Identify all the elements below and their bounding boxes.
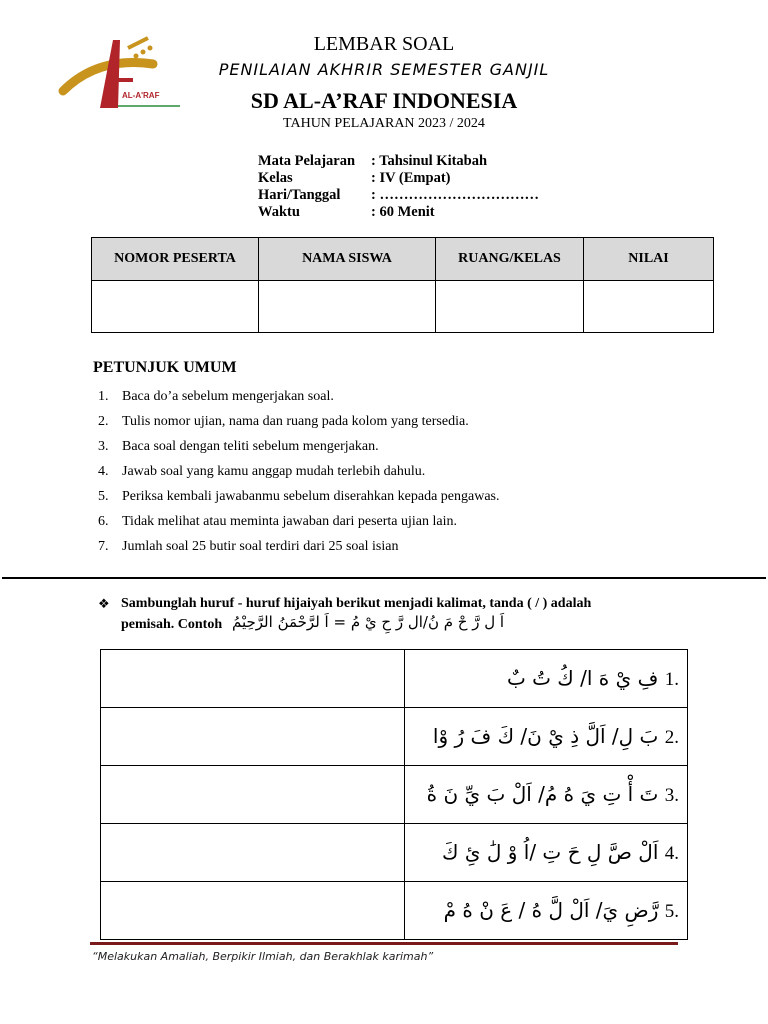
- info-label: Waktu: [258, 204, 300, 220]
- table-row: [101, 708, 688, 766]
- info-time: [258, 204, 435, 221]
- diamond-bullet-icon: ❖: [98, 597, 110, 612]
- answer-cell[interactable]: [101, 708, 405, 766]
- page-title: LEMBAR SOAL: [313, 33, 455, 55]
- list-text: Jawab soal yang kamu anggap mudah terlebih dahulu.: [122, 464, 426, 479]
- section-divider: [2, 577, 766, 579]
- list-number: 3.: [98, 439, 109, 454]
- header-room-class: RUANG/KELAS: [436, 238, 584, 281]
- info-label: Kelas: [258, 170, 293, 186]
- question-cell: [405, 882, 688, 940]
- general-instructions-heading: PETUNJUK UMUM: [93, 359, 237, 376]
- info-value: : 60 Menit: [371, 204, 435, 220]
- question-number: 5.: [664, 901, 679, 922]
- info-label: Mata Pelajaran: [258, 153, 356, 169]
- question-arabic: رَّضِ يَ/ اَلْ لَّ هُ / عَ نْ هُ مْ: [443, 898, 659, 922]
- question-arabic: اَلْ صَّ لِ حَ تِ /اُ وْ لَٰ ئِ كَ: [442, 840, 659, 864]
- question-number: 1.: [664, 669, 679, 690]
- question-table: [100, 649, 688, 940]
- question-cell: [405, 708, 688, 766]
- info-subject: [258, 153, 487, 170]
- logo-text: AL-A'RAF: [122, 91, 160, 100]
- list-number: 2.: [98, 414, 109, 429]
- header-score: NILAI: [584, 238, 714, 281]
- list-item: [98, 484, 698, 509]
- question-number: 4.: [664, 843, 679, 864]
- room-class-cell[interactable]: [436, 281, 584, 333]
- table-row: [101, 882, 688, 940]
- footer-bar: [90, 942, 678, 945]
- list-text: Tulis nomor ujian, nama dan ruang pada kolom yang tersedia.: [122, 414, 469, 429]
- list-item: [98, 409, 698, 434]
- table-row: [101, 650, 688, 708]
- question-arabic: تَ أْ تِ يَ هُ مُ/ اَلْ بَ يِّ نَ ةُ: [426, 782, 659, 806]
- list-item: [98, 509, 698, 534]
- answer-cell[interactable]: [101, 824, 405, 882]
- question-number: 3.: [664, 785, 679, 806]
- table-row: [101, 824, 688, 882]
- list-number: 4.: [98, 464, 109, 479]
- table-row: [101, 766, 688, 824]
- info-value: : IV (Empat): [371, 170, 451, 186]
- list-text: Jumlah soal 25 butir soal terdiri dari 25 soal isian: [122, 539, 399, 554]
- question-number: 2.: [664, 727, 679, 748]
- score-cell[interactable]: [584, 281, 714, 333]
- list-text: Periksa kembali jawabanmu sebelum diserahkan kepada pengawas.: [122, 489, 500, 504]
- info-date: [258, 187, 539, 204]
- list-item: [98, 384, 698, 409]
- exam-subtitle: PENILAIAN AKHRIR SEMESTER GANJIL: [218, 60, 550, 79]
- info-value: : ……………………………: [371, 187, 539, 203]
- participant-number-cell[interactable]: [92, 281, 259, 333]
- list-item: [98, 434, 698, 459]
- school-logo: [58, 36, 188, 116]
- list-item: [98, 459, 698, 484]
- section-instruction-line1: Sambunglah huruf - huruf hijaiyah berikut menjadi kalimat, tanda ( / ) adalah: [121, 596, 592, 611]
- participant-table-row: [92, 281, 714, 333]
- list-text: Tidak melihat atau meminta jawaban dari peserta ujian lain.: [122, 514, 457, 529]
- school-name: SD AL-A’RAF INDONESIA: [250, 88, 518, 113]
- question-arabic: بَ لِ/ اَلَّ ذِ يْ نَ/ كَ فَ رُ وْا: [432, 724, 659, 748]
- participant-table-header: [92, 238, 714, 281]
- example-arabic: اَ ل رَّ حْ مَ نُ/ال رَّ حِ يْ مُ = اَ لرَّحْمَنُ الرَّحِيْمُ: [232, 613, 505, 631]
- answer-cell[interactable]: [101, 766, 405, 824]
- info-class: [258, 170, 450, 187]
- answer-cell[interactable]: [101, 882, 405, 940]
- section-instruction-line2: pemisah. Contoh: [121, 617, 223, 632]
- student-name-cell[interactable]: [259, 281, 436, 333]
- academic-year: TAHUN PELAJARAN 2023 / 2024: [283, 116, 485, 131]
- answer-cell[interactable]: [101, 650, 405, 708]
- info-value: : Tahsinul Kitabah: [371, 153, 488, 169]
- list-number: 5.: [98, 489, 109, 504]
- participant-table: [91, 237, 714, 333]
- list-item: [98, 534, 698, 559]
- list-number: 6.: [98, 514, 109, 529]
- question-cell: [405, 650, 688, 708]
- list-text: Baca soal dengan teliti sebelum mengerjakan.: [122, 439, 379, 454]
- question-cell: [405, 766, 688, 824]
- general-instructions-list: [98, 384, 698, 559]
- question-arabic: فِ يْ هَ ا/ كُ تُ بٌ: [506, 666, 659, 690]
- list-number: 7.: [98, 539, 109, 554]
- header-participant-number: NOMOR PESERTA: [92, 238, 259, 281]
- footer-motto: “Melakukan Amaliah, Berpikir Ilmiah, dan Berakhlak karimah”: [92, 950, 434, 963]
- question-cell: [405, 824, 688, 882]
- info-label: Hari/Tanggal: [258, 187, 341, 203]
- header-student-name: NAMA SISWA: [259, 238, 436, 281]
- list-number: 1.: [98, 389, 109, 404]
- list-text: Baca do’a sebelum mengerjakan soal.: [122, 389, 334, 404]
